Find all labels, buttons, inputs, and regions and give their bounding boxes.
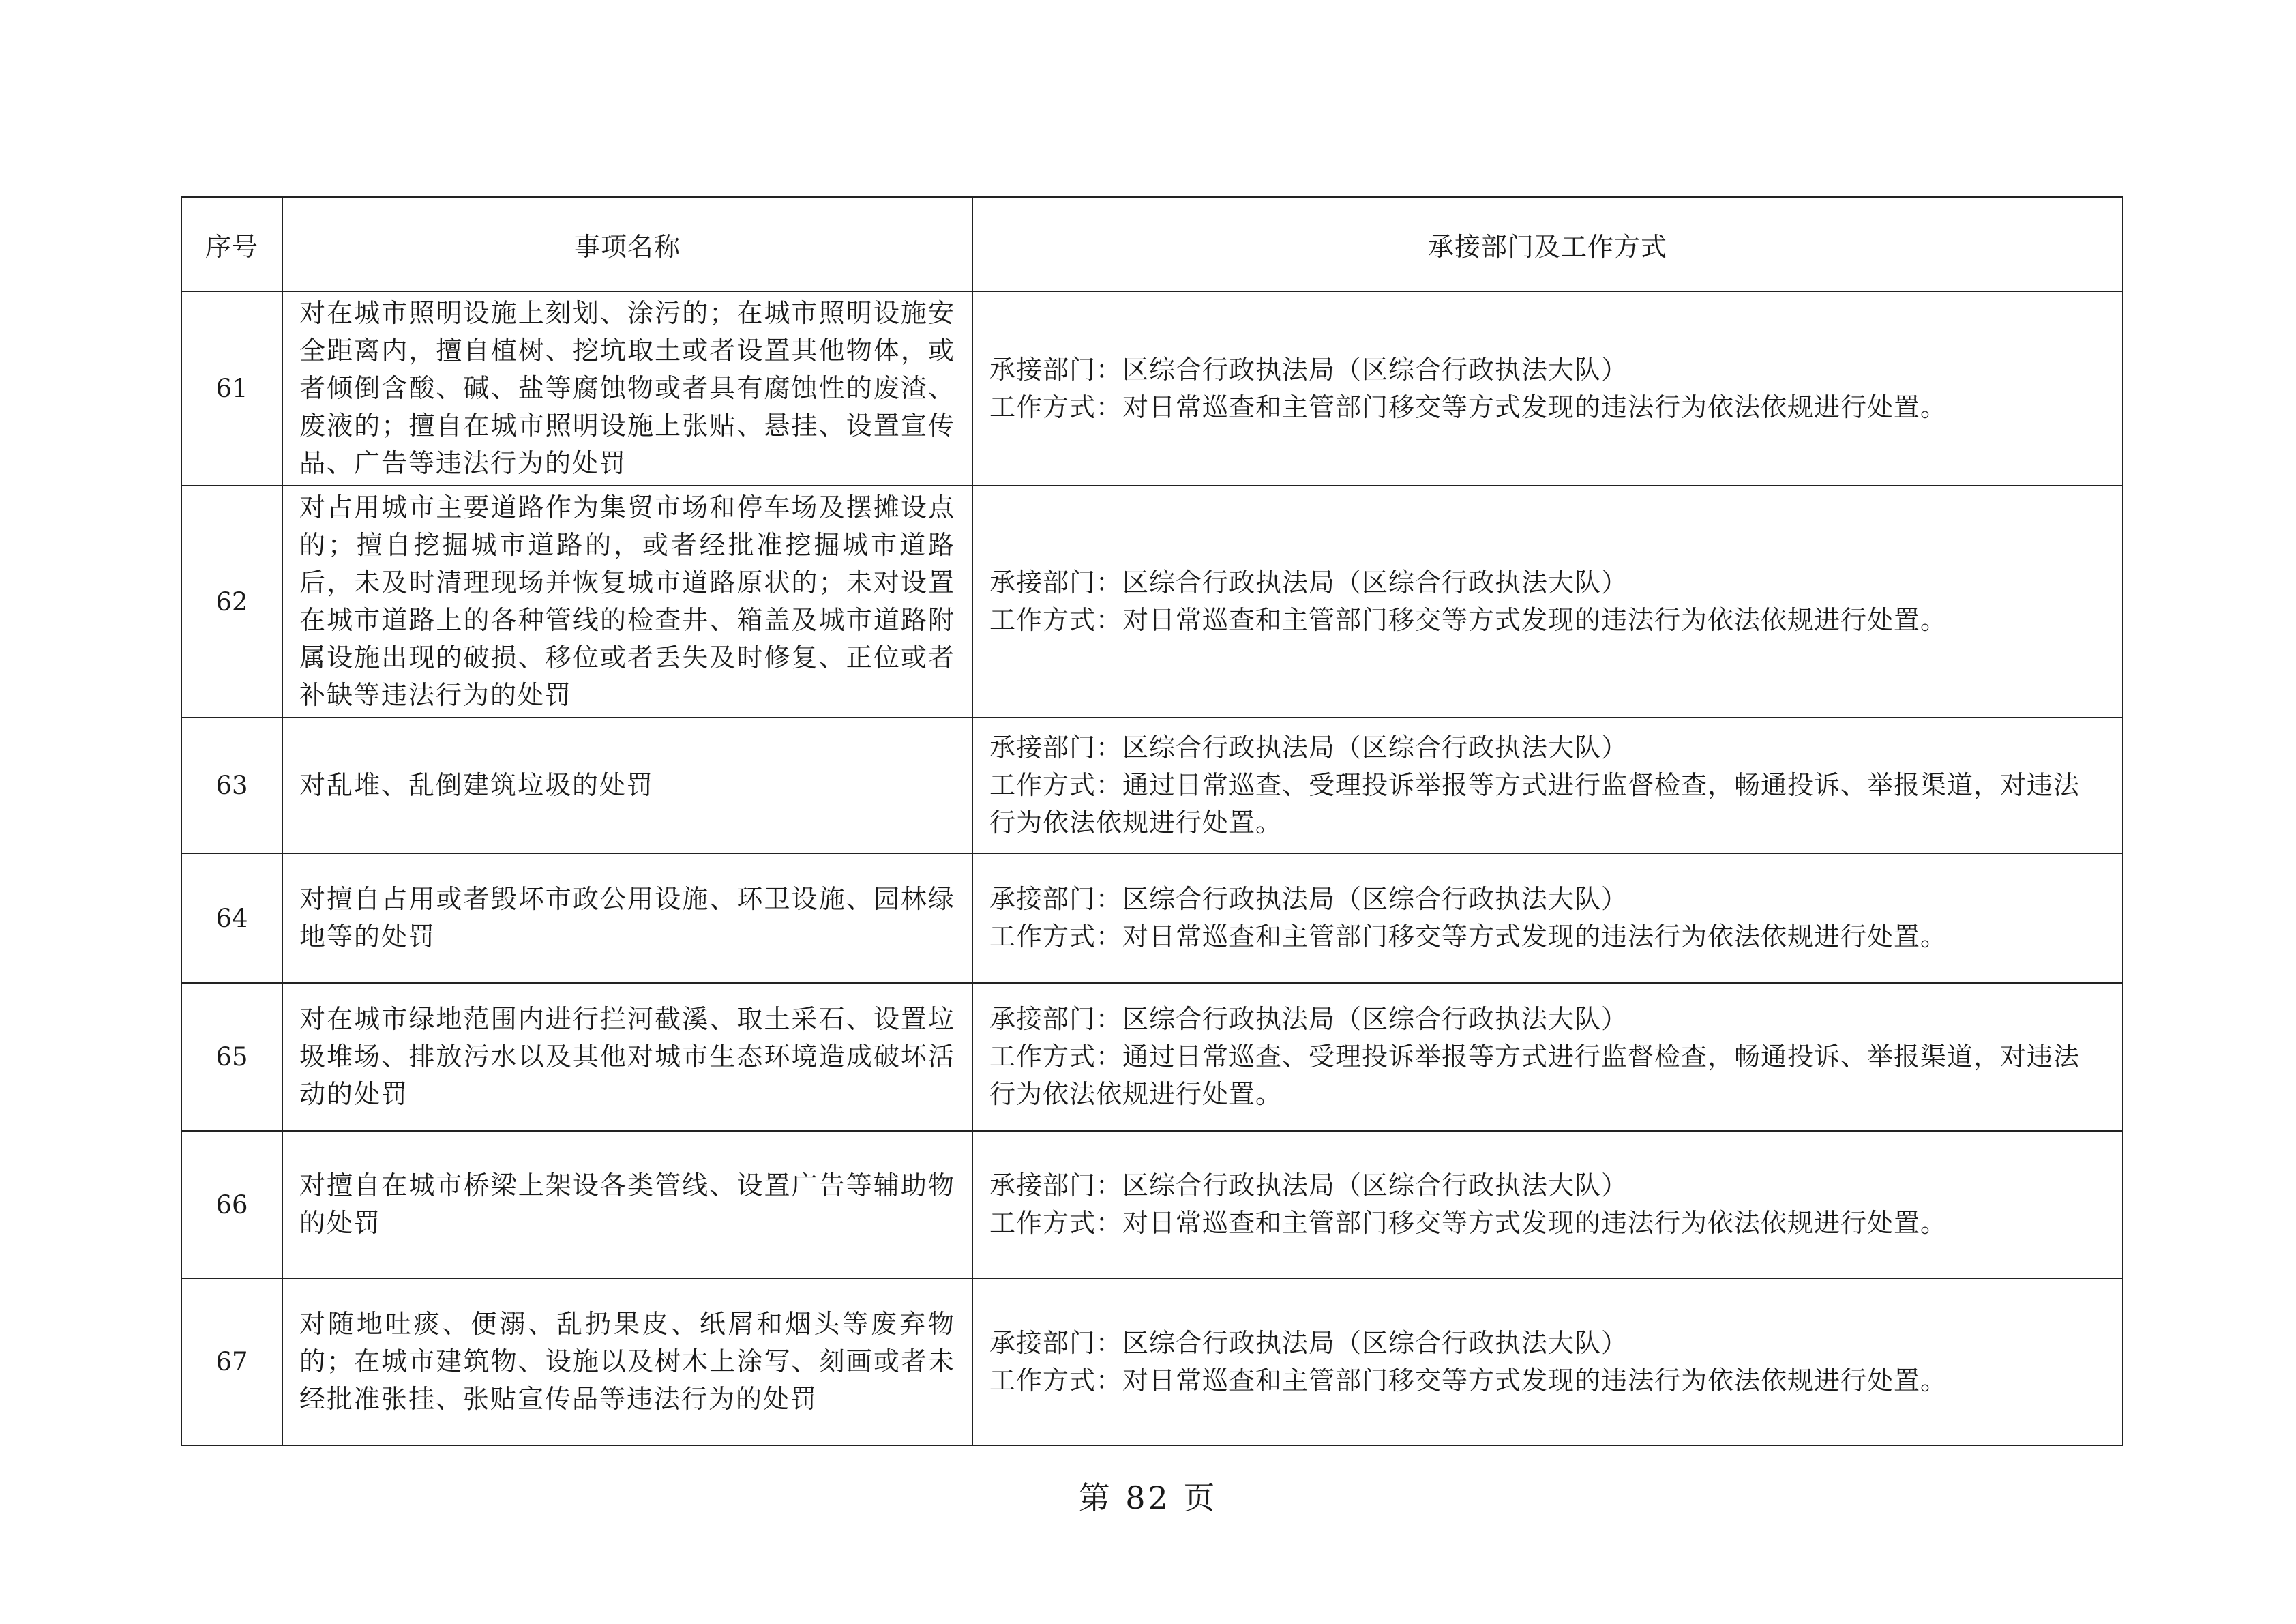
- row-serial-number: 65: [181, 983, 282, 1131]
- row-work-method: 工作方式：对日常巡查和主管部门移交等方式发现的违法行为依法依规进行处置。: [989, 921, 1948, 951]
- row-serial-number: 61: [181, 291, 282, 486]
- row-department-cell: [972, 983, 2123, 1131]
- table-row: [181, 853, 2123, 983]
- row-item-name: 对擅自占用或者毁坏市政公用设施、环卫设施、园林绿地等的处罚: [282, 853, 972, 983]
- row-item-name: 对随地吐痰、便溺、乱扔果皮、纸屑和烟头等废弃物的；在城市建筑物、设施以及树木上涂写、刻画或者未经批准张挂、张贴宣传品等违法行为的处罚: [282, 1278, 972, 1445]
- table-header-row: [181, 197, 2123, 291]
- header-item-name: 事项名称: [282, 197, 972, 291]
- row-item-name: 对乱堆、乱倒建筑垃圾的处罚: [282, 718, 972, 853]
- table-row: [181, 291, 2123, 486]
- row-department: 承接部门：区综合行政执法局（区综合行政执法大队）: [989, 733, 1628, 763]
- table-row: [181, 486, 2123, 718]
- row-serial-number: 67: [181, 1278, 282, 1445]
- row-work-method: 工作方式：对日常巡查和主管部门移交等方式发现的违法行为依法依规进行处置。: [989, 1208, 1948, 1238]
- matters-table: [181, 196, 2123, 1446]
- row-serial-number: 62: [181, 486, 282, 718]
- page-number: 第 82 页: [1078, 1479, 1218, 1516]
- row-department-cell: [972, 1131, 2123, 1278]
- row-item-name: 对在城市照明设施上刻划、涂污的；在城市照明设施安全距离内，擅自植树、挖坑取土或者设置其他物体，或者倾倒含酸、碱、盐等腐蚀物或者具有腐蚀性的废渣、废液的；擅自在城市照明设施上张贴、悬挂、设置宣传品、广告等违法行为的处罚: [282, 291, 972, 486]
- row-serial-number: 64: [181, 853, 282, 983]
- table-row: [181, 983, 2123, 1131]
- row-department: 承接部门：区综合行政执法局（区综合行政执法大队）: [989, 1327, 1628, 1358]
- row-department-cell: [972, 853, 2123, 983]
- header-department-and-method: 承接部门及工作方式: [972, 197, 2123, 291]
- row-department: 承接部门：区综合行政执法局（区综合行政执法大队）: [989, 884, 1628, 914]
- row-department: 承接部门：区综合行政执法局（区综合行政执法大队）: [989, 1170, 1628, 1200]
- row-serial-number: 66: [181, 1131, 282, 1278]
- row-work-method: 工作方式：对日常巡查和主管部门移交等方式发现的违法行为依法依规进行处置。: [989, 392, 1948, 422]
- row-department-cell: [972, 486, 2123, 718]
- header-serial-number: 序号: [181, 197, 282, 291]
- row-item-name: 对占用城市主要道路作为集贸市场和停车场及摆摊设点的；擅自挖掘城市道路的，或者经批准挖掘城市道路后，未及时清理现场并恢复城市道路原状的；未对设置在城市道路上的各种管线的检查井、箱盖及城市道路附属设施出现的破损、移位或者丢失及时修复、正位或者补缺等违法行为的处罚: [282, 486, 972, 718]
- table-row: [181, 1131, 2123, 1278]
- row-department-cell: [972, 291, 2123, 486]
- row-item-name: 对擅自在城市桥梁上架设各类管线、设置广告等辅助物的处罚: [282, 1131, 972, 1278]
- row-work-method: 工作方式：对日常巡查和主管部门移交等方式发现的违法行为依法依规进行处置。: [989, 605, 1948, 635]
- row-work-method: 工作方式：对日常巡查和主管部门移交等方式发现的违法行为依法依规进行处置。: [989, 1365, 1948, 1396]
- row-department: 承接部门：区综合行政执法局（区综合行政执法大队）: [989, 567, 1628, 597]
- table-row: [181, 1278, 2123, 1445]
- row-department-cell: [972, 718, 2123, 853]
- table-row: [181, 718, 2123, 853]
- row-work-method: 工作方式：通过日常巡查、受理投诉举报等方式进行监督检查，畅通投诉、举报渠道，对违法行为依法依规进行处置。: [989, 770, 2081, 838]
- row-department: 承接部门：区综合行政执法局（区综合行政执法大队）: [989, 1004, 1628, 1034]
- row-department-cell: [972, 1278, 2123, 1445]
- row-department: 承接部门：区综合行政执法局（区综合行政执法大队）: [989, 354, 1628, 385]
- row-serial-number: 63: [181, 718, 282, 853]
- row-item-name: 对在城市绿地范围内进行拦河截溪、取土采石、设置垃圾堆场、排放污水以及其他对城市生态环境造成破坏活动的处罚: [282, 983, 972, 1131]
- row-work-method: 工作方式：通过日常巡查、受理投诉举报等方式进行监督检查，畅通投诉、举报渠道，对违法行为依法依规进行处置。: [989, 1042, 2081, 1109]
